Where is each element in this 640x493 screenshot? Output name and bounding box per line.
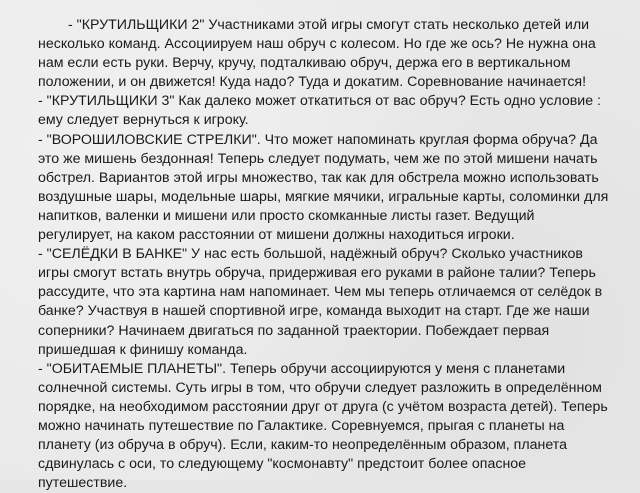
paragraph-selyodki-v-banke: - "СЕЛЁДКИ В БАНКЕ" У нас есть большой, надёжный обруч? Сколько участников игры смогут встать внутрь обруча, придерживая его руками в районе талии? Теперь рассудите, что эта картина нам напоминает. Чем мы теперь отличаемся от селёдок в банке? Участвуя в нашей спортивной игре, команда выходит на старт. Где же наши соперники? Начинаем двигаться по заданной траектории. Побеждает первая пришедшая к финишу команда. bbox=[38, 246, 603, 358]
game-descriptions-text bbox=[38, 16, 612, 493]
paragraph-krutilshchiki-3: - "КРУТИЛЬЩИКИ 3" Как далеко может откатиться от вас обруч? Есть одно условие : ему следует вернуться к игроку. bbox=[38, 93, 601, 129]
paragraph-krutilshchiki-2: - "КРУТИЛЬЩИКИ 2" Участниками этой игры смогут стать несколько детей или несколько команд. Ассоциируем наш обруч с колесом. Но где же ось? Не нужна она нам если есть руки. Верчу, кручу, подталкиваю обруч, держа его в вертикальном положении, и он движется! Куда надо? Туда и докатим. Соревнование начинается! bbox=[38, 17, 596, 91]
paragraph-voroshilovskie-strelki: - "ВОРОШИЛОВСКИЕ СТРЕЛКИ". Что может напоминать круглая форма обруча? Да это же мишень бездонная! Теперь следует подумать, чем же по этой мишени начать обстрел. Вариантов этой игры множество, так как для обстрела можно использовать воздушные шары, модельные шары, мягкие мячики, игральные карты, соломинки для напитков, валенки и мишени или просто скомканные листы газет. Ведущий регулирует, на каком расстоянии от мишени должны находиться игроки. bbox=[38, 131, 609, 244]
paragraph-obitaemye-planety: - "ОБИТАЕМЫЕ ПЛАНЕТЫ". Теперь обручи ассоциируются у меня с планетами солнечной системы. Суть игры в том, что обручи следует разложить в определённом порядке, на необходимом расстоянии друг от друга (с учётом возраста детей). Теперь можно начинать путешествие по Галактике. Соревнуемся, прыгая с планеты на планету (из обруча в обруч). Если, каким-то неопределённым образом, планета сдвинулась с оси, то следующему "космонавту" предстоит более опасное путешествие. bbox=[38, 360, 608, 492]
